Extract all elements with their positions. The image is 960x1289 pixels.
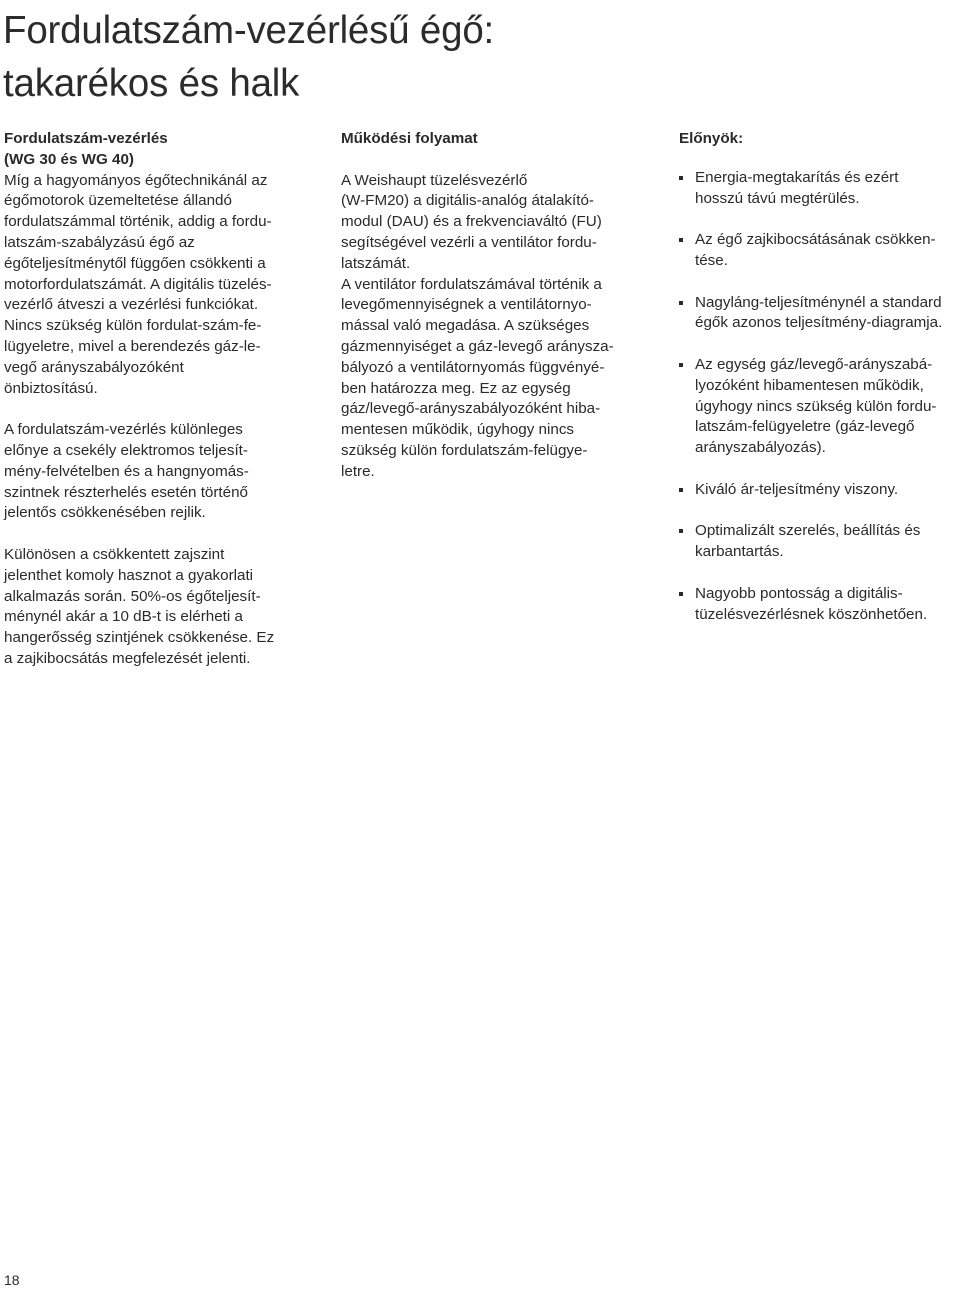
text-line: Míg a hagyományos égőtechnikánál az xyxy=(4,171,268,189)
heading-line: (WG 30 és WG 40) xyxy=(4,150,134,168)
square-bullet-icon xyxy=(679,529,683,533)
column-advantages xyxy=(679,129,960,646)
text-line: szükség külön fordulatszám-felügye- xyxy=(341,441,588,459)
text-line: tése. xyxy=(695,251,728,269)
square-bullet-icon xyxy=(679,176,683,180)
text-line: Energia-megtakarítás és ezért xyxy=(695,168,899,186)
list-item xyxy=(679,293,960,335)
text-line: hosszú távú megtérülés. xyxy=(695,189,860,207)
column-operation xyxy=(341,129,641,503)
text-line: Az égő zajkibocsátásának csökken- xyxy=(695,231,936,249)
text-line: fordulatszámmal történik, addig a fordu- xyxy=(4,213,272,231)
text-line: A Weishaupt tüzelésvezérlő xyxy=(341,171,528,189)
heading-line: Fordulatszám-vezérlés xyxy=(4,130,168,147)
text-line: ben határozza meg. Ez az egység xyxy=(341,379,571,397)
page-number: 18 xyxy=(4,1272,20,1288)
text-line: vezérlő átveszi a vezérlési funkciókat. xyxy=(4,296,259,314)
heading-line: Előnyök: xyxy=(679,130,744,147)
text-line: előnye a csekély elektromos teljesít- xyxy=(4,441,248,459)
paragraph-operation xyxy=(341,171,641,483)
text-line: levegőmennyiségnek a ventilátornyo- xyxy=(341,296,592,314)
square-bullet-icon xyxy=(679,592,683,596)
text-line: gáz/levegő-arányszabályozóként hiba- xyxy=(341,400,601,418)
text-line: jelenthet komoly hasznot a gyakorlati xyxy=(4,566,254,584)
text-line: önbiztosítású. xyxy=(4,379,98,397)
list-item xyxy=(679,230,960,272)
title-line: takarékos és halk xyxy=(3,62,300,105)
text-line: égőteljesítménytől függően csökkenti a xyxy=(4,254,266,272)
text-line: motorfordulatszámát. A digitális tüzelés- xyxy=(4,275,272,293)
text-line: tüzelésvezérlésnek köszönhetően. xyxy=(695,605,928,623)
text-line: mással való megadása. A szükséges xyxy=(341,317,590,335)
text-line: Kiváló ár-teljesítmény viszony. xyxy=(695,480,899,498)
list-item xyxy=(679,168,960,210)
text-line: jelentős csökkenésében rejlik. xyxy=(4,504,206,522)
section-heading xyxy=(341,129,641,150)
heading-line: Működési folyamat xyxy=(341,130,478,147)
text-line: szintnek részterhelés esetén történő xyxy=(4,483,248,501)
text-line: Nincs szükség külön fordulat-szám-fe- xyxy=(4,317,262,335)
text-line: lyozóként hibamentesen működik, xyxy=(695,376,924,394)
text-line: égők azonos teljesítmény-diagramja. xyxy=(695,314,943,332)
text-line: mény-felvételben és a hangnyomás- xyxy=(4,462,249,480)
text-line: hangerősség szintjének csökkenése. Ez xyxy=(4,629,275,647)
text-line: A fordulatszám-vezérlés különleges xyxy=(4,421,243,439)
text-line: karbantartás. xyxy=(695,543,784,561)
square-bullet-icon xyxy=(679,301,683,305)
text-line: latszámát. xyxy=(341,254,411,272)
text-line: arányszabályozás). xyxy=(695,439,826,457)
text-line: Az egység gáz/levegő-arányszabá- xyxy=(695,355,933,373)
paragraph-intro xyxy=(4,171,304,400)
text-line: latszám-szabályzású égő az xyxy=(4,233,195,251)
text-line: segítségével vezérli a ventilátor fordu- xyxy=(341,233,597,251)
text-line: bályozó a ventilátornyomás függvényé- xyxy=(341,358,605,376)
page-title xyxy=(3,4,494,110)
text-line: alkalmazás során. 50%-os égőteljesít- xyxy=(4,587,261,605)
square-bullet-icon xyxy=(679,363,683,367)
text-line: gázmennyiséget a gáz-levegő aránysza- xyxy=(341,337,614,355)
section-heading xyxy=(4,129,304,171)
list-item xyxy=(679,355,960,459)
square-bullet-icon xyxy=(679,488,683,492)
text-line: a zajkibocsátás megfelezését jelenti. xyxy=(4,649,251,667)
text-line: Optimalizált szerelés, beállítás és xyxy=(695,522,921,540)
text-line: ménynél akár a 10 dB-t is elérheti a xyxy=(4,608,243,626)
text-line: Különösen a csökkentett zajszint xyxy=(4,545,225,563)
text-line: úgyhogy nincs szükség külön fordu- xyxy=(695,397,937,415)
text-line: letre. xyxy=(341,462,375,480)
text-line: modul (DAU) és a frekvenciaváltó (FU) xyxy=(341,213,602,231)
column-speed-control xyxy=(4,129,304,691)
text-line: latszám-felügyeletre (gáz-levegő xyxy=(695,418,915,436)
text-line: lügyeletre, mivel a berendezés gáz-le- xyxy=(4,337,261,355)
section-heading xyxy=(679,129,960,150)
text-line: A ventilátor fordulatszámával történik a xyxy=(341,275,602,293)
text-line: vegő arányszabályozóként xyxy=(4,358,184,376)
title-line: Fordulatszám-vezérlésű égő: xyxy=(3,9,495,52)
list-item xyxy=(679,584,960,626)
text-line: Nagyláng-teljesítménynél a standard xyxy=(695,293,942,311)
paragraph-advantage xyxy=(4,420,304,524)
text-line: (W-FM20) a digitális-analóg átalakító- xyxy=(341,192,594,210)
list-item xyxy=(679,521,960,563)
advantages-list xyxy=(679,168,960,626)
text-line: mentesen működik, úgyhogy nincs xyxy=(341,421,575,439)
paragraph-noise xyxy=(4,545,304,670)
square-bullet-icon xyxy=(679,238,683,242)
list-item xyxy=(679,480,960,501)
text-line: égőmotorok üzemeltetése állandó xyxy=(4,192,232,210)
text-line: Nagyobb pontosság a digitális- xyxy=(695,584,903,602)
